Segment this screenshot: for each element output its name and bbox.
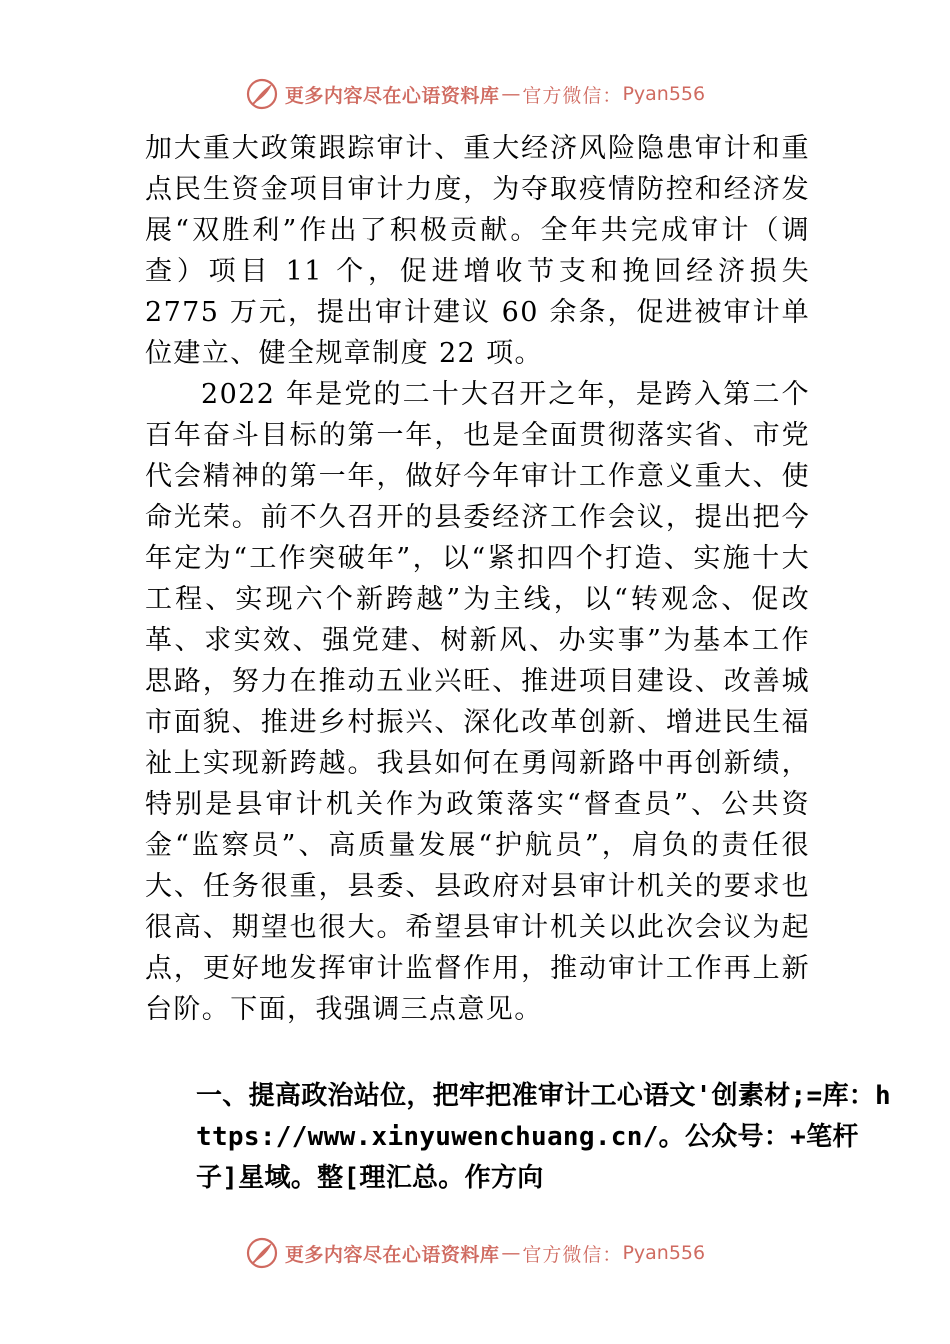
watermark-separator: — bbox=[501, 1242, 521, 1264]
body-paragraph-1: 加大重大政策跟踪审计、重大经济风险隐患审计和重点民生资金项目审计力度，为夺取疫情防控和经济发展“双胜利”作出了积极贡献。全年共完成审计（调查）项目 11 个，促进增收节支和挽回经济损失 2775 万元，提出审计建议 60 余条，促进被审计单位建立、健全规章制度 22 项。 bbox=[145, 133, 810, 369]
document-body bbox=[145, 128, 810, 1030]
footer-watermark bbox=[0, 1233, 950, 1273]
section-heading-1: 一、提高政治站位，把牢把准审计工心语文'创素材;=库：https://www.xinyuwenchuang.cn/。公众号：+笔杆子]星域。整[理汇总。作方向 bbox=[196, 1081, 892, 1193]
watermark-site-name: 更多内容尽在心语资料库 bbox=[284, 1243, 500, 1266]
pen-feather-icon bbox=[245, 77, 279, 111]
watermark-wechat-id: Pyan556 bbox=[622, 83, 706, 105]
watermark-separator: — bbox=[501, 83, 521, 105]
header-watermark bbox=[0, 74, 950, 114]
watermark-wechat-id: Pyan556 bbox=[622, 1242, 706, 1264]
watermark-official-label: 官方微信： bbox=[522, 84, 623, 107]
watermark-official-label: 官方微信： bbox=[522, 1243, 623, 1266]
body-paragraph-2: 2022 年是党的二十大召开之年，是跨入第二个百年奋斗目标的第一年，也是全面贯彻落实省、市党代会精神的第一年，做好今年审计工作意义重大、使命光荣。前不久召开的县委经济工作会议，提出把今年定为“工作突破年”，以“紧扣四个打造、实施十大工程、实现六个新跨越”为主线，以“转观念、促改革、求实效、强党建、树新风、办实事”为基本工作思路，努力在推动五业兴旺、推进项目建设、改善城市面貌、推进乡村振兴、深化改革创新、增进民生福祉上实现新跨越。我县如何在勇闯新路中再创新绩，特别是县审计机关作为政策落实“督查员”、公共资金“监察员”、高质量发展“护航员”，肩负的责任很大、任务很重，县委、县政府对县审计机关的要求也很高、期望也很大。希望县审计机关以此次会议为起点，更好地发挥审计监督作用，推动审计工作再上新台阶。下面，我强调三点意见。 bbox=[145, 379, 810, 1025]
watermark-site-name: 更多内容尽在心语资料库 bbox=[284, 84, 500, 107]
pen-feather-icon bbox=[245, 1236, 279, 1270]
